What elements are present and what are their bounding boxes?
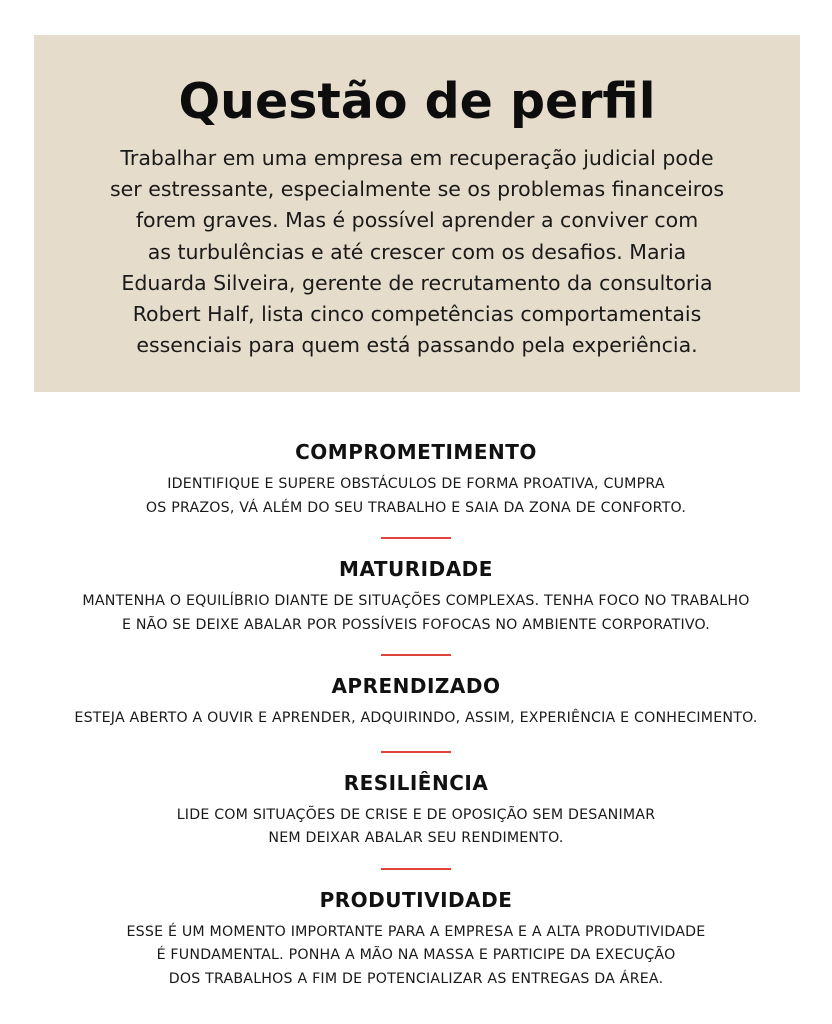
section-description: MANTENHA O EQUILÍBRIO DIANTE DE SITUAÇÕES COMPLEXAS. TENHA FOCO NO TRABALHO E NÃO SE DEIXE ABALAR POR POSSÍVEIS FOFOCAS NO AMBIENTE CORPORATIVO. [82, 593, 750, 633]
section-resiliencia [0, 766, 832, 851]
section-divider [381, 537, 451, 539]
section-title: APRENDIZADO [331, 674, 501, 698]
section-title: COMPROMETIMENTO [295, 440, 537, 464]
section-aprendizado [0, 669, 832, 731]
section-description: LIDE COM SITUAÇÕES DE CRISE E DE OPOSIÇÃO SEM DESANIMAR NEM DEIXAR ABALAR SEU RENDIMENTO. [176, 806, 656, 846]
section-title: RESILIÊNCIA [343, 770, 489, 795]
section-divider [381, 654, 451, 656]
section-description: IDENTIFIQUE E SUPERE OBSTÁCULOS DE FORMA PROATIVA, CUMPRA OS PRAZOS, VÁ ALÉM DO SEU TRABALHO E SAIA DA ZONA DE CONFORTO. [145, 476, 687, 516]
section-divider [381, 868, 451, 870]
section-comprometimento [0, 435, 832, 520]
section-description: ESSE É UM MOMENTO IMPORTANTE PARA A EMPRESA E A ALTA PRODUTIVIDADE É FUNDAMENTAL. PONHA A MÃO NA MASSA E PARTICIPE DA EXECUÇÃO DOS TRABALHOS A FIM DE POTENCIALIZAR AS ENTREGAS DA ÁREA. [126, 923, 706, 987]
section-divider [381, 751, 451, 753]
section-description: ESTEJA ABERTO A OUVIR E APRENDER, ADQUIRINDO, ASSIM, EXPERIÊNCIA E CONHECIMENTO. [74, 710, 758, 726]
intro-paragraph: Trabalhar em uma empresa em recuperação judicial pode ser estressante, especialmente se os problemas financeiros forem graves. Mas é possível aprender a conviver com as turbulências e até crescer com os desafios. Maria Eduarda Silveira, gerente de recrutamento da consultoria Robert Half, lista cinco competências comportamentais essenciais para quem está passando pela experiência. [109, 146, 724, 358]
section-title: PRODUTIVIDADE [319, 887, 513, 912]
section-title: MATURIDADE [339, 557, 493, 581]
section-produtividade [0, 883, 832, 992]
page-title: Questão de perfil [178, 73, 656, 130]
competencies-list [0, 435, 832, 991]
section-maturidade [0, 552, 832, 637]
intro-panel [34, 35, 800, 392]
